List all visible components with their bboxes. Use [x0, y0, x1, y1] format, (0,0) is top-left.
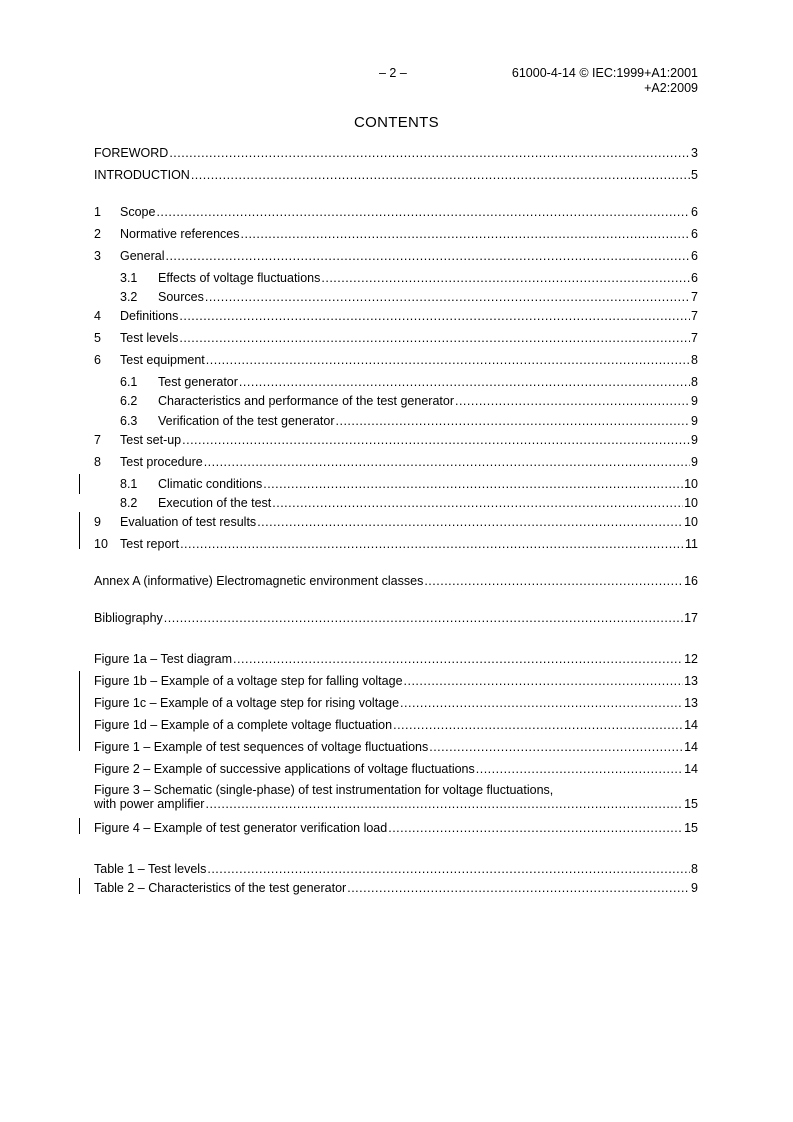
dot-leader: [272, 495, 683, 511]
page-number: – 2 –: [379, 66, 407, 80]
toc-entry-figure-1a[interactable]: [94, 651, 698, 667]
toc-entry-text-line1: Figure 3 – Schematic (single-phase) of test instrumentation for voltage fluctuations,: [94, 783, 554, 797]
toc-entry-number: 3: [94, 249, 101, 263]
toc-entry-number: 2: [94, 227, 101, 241]
dot-leader: [179, 330, 690, 346]
toc-entry-number: 6.3: [120, 414, 138, 428]
dot-leader: [400, 695, 683, 711]
dot-leader: [179, 308, 690, 324]
toc-entry-clause-9[interactable]: [94, 514, 698, 530]
toc-entry-page: 6: [691, 249, 698, 263]
dot-leader: [165, 248, 690, 264]
toc-entry-clause-6[interactable]: [94, 352, 698, 368]
toc-entry-text: INTRODUCTION: [94, 168, 190, 182]
toc-entry-clause-5[interactable]: [94, 330, 698, 346]
toc-entry-clause-6-2[interactable]: [120, 393, 698, 409]
change-bar: [79, 474, 80, 494]
toc-entry-text: Figure 2 – Example of successive applications of voltage fluctuations: [94, 762, 475, 776]
toc-entry-clause-2[interactable]: [94, 226, 698, 242]
toc-entry-page: 7: [691, 309, 698, 323]
change-bar: [79, 878, 80, 894]
toc-entry-text: Test set-up: [120, 433, 182, 447]
toc-entry-text: Definitions: [120, 309, 179, 323]
standard-reference-line1: 61000-4-14 © IEC:1999+A1:2001: [511, 66, 698, 80]
toc-entry-page: 6: [691, 205, 698, 219]
toc-entry-number: 7: [94, 433, 101, 447]
dot-leader: [388, 820, 683, 836]
dot-leader: [156, 204, 690, 220]
toc-entry-clause-7[interactable]: [94, 432, 698, 448]
toc-entry-number: 8.1: [120, 477, 138, 491]
toc-entry-page: 13: [684, 674, 698, 688]
toc-entry-figure-1d[interactable]: [94, 717, 698, 733]
toc-entry-clause-3-1[interactable]: [120, 270, 698, 286]
toc-entry-clause-8[interactable]: [94, 454, 698, 470]
toc-entry-page: 9: [691, 433, 698, 447]
toc-entry-text: Figure 4 – Example of test generator verification load: [94, 821, 388, 835]
toc-entry-number: 8.2: [120, 496, 138, 510]
toc-entry-text-line2: with power amplifier: [94, 797, 205, 811]
toc-entry-page: 12: [684, 652, 698, 666]
dot-leader: [205, 797, 683, 811]
toc-entry-text: Sources: [158, 290, 204, 304]
toc-entry-figure-1b[interactable]: [94, 673, 698, 689]
standard-reference-line2: +A2:2009: [644, 81, 698, 95]
toc-entry-text: Normative references: [120, 227, 240, 241]
toc-entry-introduction[interactable]: [94, 167, 698, 183]
toc-entry-figure-1c[interactable]: [94, 695, 698, 711]
toc-entry-clause-6-1[interactable]: [120, 374, 698, 390]
toc-entry-table-1[interactable]: [94, 861, 698, 877]
toc-entry-page: 15: [684, 821, 698, 835]
toc-entry-text: Figure 1b – Example of a voltage step for falling voltage: [94, 674, 403, 688]
toc-entry-text: Test levels: [120, 331, 179, 345]
dot-leader: [455, 393, 690, 409]
toc-entry-number: 10: [94, 537, 108, 551]
dot-leader: [180, 536, 684, 552]
toc-entry-text: Test generator: [158, 375, 238, 389]
toc-entry-number: 3.1: [120, 271, 138, 285]
toc-entry-bibliography[interactable]: [94, 610, 698, 626]
dot-leader: [429, 739, 683, 755]
toc-entry-page: 7: [691, 290, 698, 304]
toc-entry-clause-8-1[interactable]: [120, 476, 698, 492]
toc-entry-number: 4: [94, 309, 101, 323]
toc-entry-page: 9: [691, 394, 698, 408]
dot-leader: [263, 476, 683, 492]
dot-leader: [476, 761, 683, 777]
toc-entry-text: Verification of the test generator: [158, 414, 335, 428]
toc-entry-clause-6-3[interactable]: [120, 413, 698, 429]
dot-leader: [404, 673, 684, 689]
toc-entry-page: 15: [684, 797, 698, 811]
toc-entry-page: 3: [691, 146, 698, 160]
toc-entry-clause-1[interactable]: [94, 204, 698, 220]
dot-leader: [207, 861, 690, 877]
toc-entry-page: 14: [684, 762, 698, 776]
toc-entry-foreword[interactable]: [94, 145, 698, 161]
toc-entry-page: 8: [691, 375, 698, 389]
change-bar: [79, 818, 80, 834]
dot-leader: [336, 413, 691, 429]
toc-entry-text: Scope: [120, 205, 156, 219]
toc-entry-text: Evaluation of test results: [120, 515, 257, 529]
dot-leader: [393, 717, 683, 733]
dot-leader: [204, 454, 690, 470]
toc-entry-text: Test procedure: [120, 455, 203, 469]
dot-leader: [321, 270, 690, 286]
toc-entry-number: 1: [94, 205, 101, 219]
toc-entry-page: 8: [691, 862, 698, 876]
toc-entry-number: 8: [94, 455, 101, 469]
dot-leader: [164, 610, 683, 626]
toc-entry-page: 5: [691, 168, 698, 182]
dot-leader: [239, 374, 690, 390]
toc-entry-number: 6.1: [120, 375, 138, 389]
toc-entry-text: Bibliography: [94, 611, 163, 625]
toc-entry-page: 14: [684, 740, 698, 754]
toc-entry-number: 6.2: [120, 394, 138, 408]
toc-entry-clause-3-2[interactable]: [120, 289, 698, 305]
dot-leader: [241, 226, 691, 242]
dot-leader: [205, 289, 690, 305]
toc-entry-page: 13: [684, 696, 698, 710]
toc-entry-page: 7: [691, 331, 698, 345]
toc-entry-clause-8-2[interactable]: [120, 495, 698, 511]
page-title: CONTENTS: [354, 114, 439, 131]
toc-entry-annex-a[interactable]: [94, 573, 698, 589]
toc-entry-page: 6: [691, 271, 698, 285]
dot-leader: [257, 514, 683, 530]
dot-leader: [169, 145, 690, 161]
toc-entry-page: 9: [691, 455, 698, 469]
toc-entry-number: 6: [94, 353, 101, 367]
dot-leader: [233, 651, 683, 667]
toc-entry-text: Annex A (informative) Electromagnetic environment classes: [94, 574, 424, 588]
change-bar: [79, 512, 80, 549]
toc-entry-figure-1[interactable]: [94, 739, 698, 755]
toc-entry-clause-4[interactable]: [94, 308, 698, 324]
toc-entry-number: 5: [94, 331, 101, 345]
dot-leader: [182, 432, 690, 448]
toc-entry-table-2[interactable]: [94, 880, 698, 896]
toc-entry-page: 9: [691, 414, 698, 428]
toc-entry-page: 10: [684, 496, 698, 510]
toc-entry-text: Test equipment: [120, 353, 205, 367]
toc-entry-text: FOREWORD: [94, 146, 169, 160]
dot-leader: [347, 880, 690, 896]
toc-entry-page: 10: [684, 515, 698, 529]
toc-entry-text: Figure 1d – Example of a complete voltage fluctuation: [94, 718, 393, 732]
toc-entry-text: Execution of the test: [158, 496, 272, 510]
dot-leader: [424, 573, 683, 589]
dot-leader: [206, 352, 690, 368]
toc-entry-text: Figure 1c – Example of a voltage step for rising voltage: [94, 696, 400, 710]
toc-entry-text: Effects of voltage fluctuations: [158, 271, 321, 285]
toc-entry-page: 6: [691, 227, 698, 241]
toc-entry-figure-2[interactable]: [94, 761, 698, 777]
toc-entry-page: 16: [684, 574, 698, 588]
toc-entry-page: 14: [684, 718, 698, 732]
toc-entry-figure-3[interactable]: [94, 783, 698, 811]
standard-reference: [512, 66, 698, 96]
dot-leader: [191, 167, 690, 183]
toc-entry-text: Table 1 – Test levels: [94, 862, 207, 876]
toc-entry-text: Characteristics and performance of the test generator: [158, 394, 454, 408]
toc-entry-text: Figure 1 – Example of test sequences of voltage fluctuations: [94, 740, 429, 754]
toc-entry-page: 10: [684, 477, 698, 491]
toc-entry-text: Test report: [120, 537, 180, 551]
toc-entry-page: 8: [691, 353, 698, 367]
toc-entry-clause-3[interactable]: [94, 248, 698, 264]
toc-entry-text: General: [120, 249, 165, 263]
toc-entry-page: 11: [685, 537, 698, 551]
toc-entry-page: 9: [691, 881, 698, 895]
toc-entry-number: 9: [94, 515, 101, 529]
toc-entry-number: 3.2: [120, 290, 138, 304]
toc-entry-page: 17: [684, 611, 698, 625]
toc-entry-text: Table 2 – Characteristics of the test generator: [94, 881, 347, 895]
toc-entry-text: Figure 1a – Test diagram: [94, 652, 233, 666]
toc-entry-clause-10[interactable]: [94, 536, 698, 552]
toc-entry-figure-4[interactable]: [94, 820, 698, 836]
toc-entry-text: Climatic conditions: [158, 477, 263, 491]
change-bar: [79, 671, 80, 751]
